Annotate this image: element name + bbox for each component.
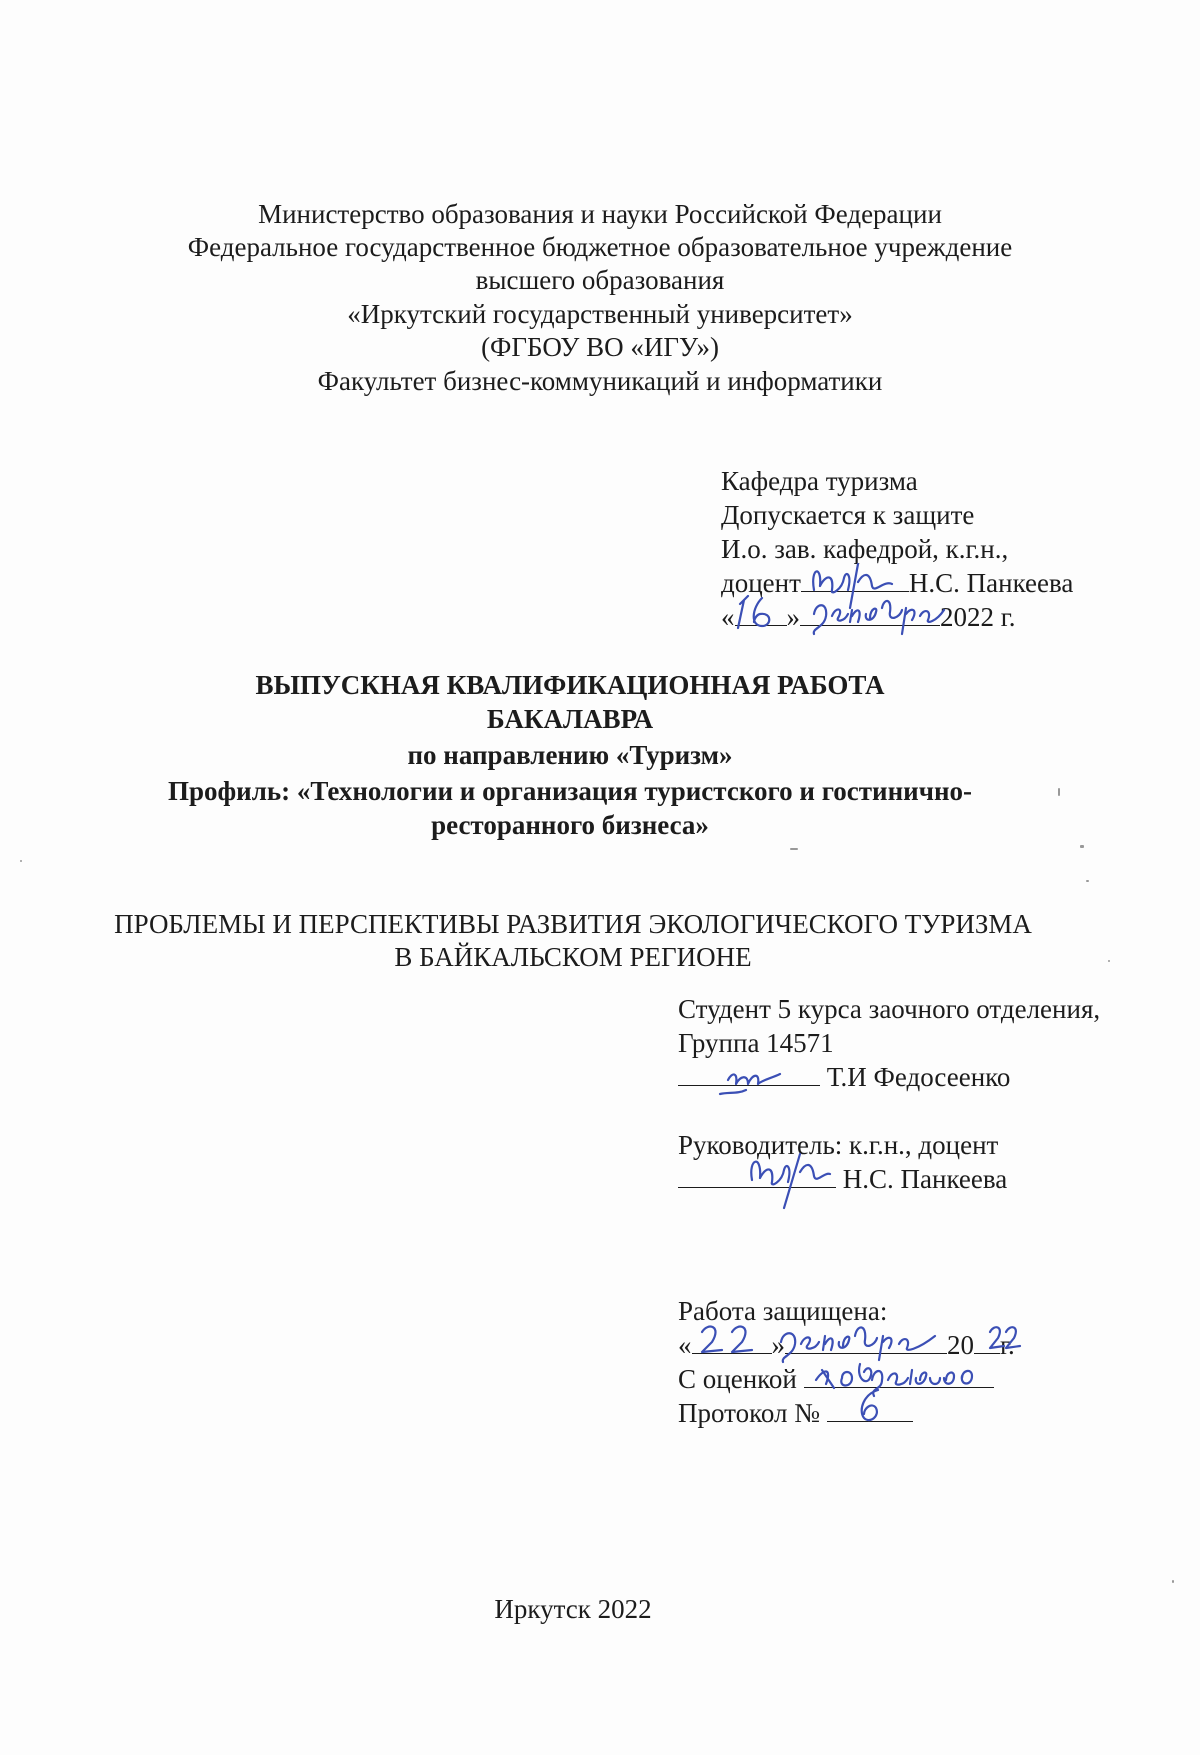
grade-ink [812, 1350, 1032, 1398]
admitted-line: Допускается к защите [721, 500, 975, 530]
scan-speck [790, 848, 798, 850]
approval-date-line: « » 2022 г. [721, 602, 1016, 632]
scan-speck [1172, 1580, 1174, 1583]
institution-level-line: высшего образования [475, 265, 725, 295]
topic-line2: В БАЙКАЛЬСКОМ РЕГИОНЕ [394, 942, 752, 972]
student-signature-ink [718, 1050, 808, 1100]
scan-speck [1080, 845, 1084, 848]
student-name: Т.И Федосеенко [826, 1062, 1011, 1092]
profile-line1: Профиль: «Технологии и организация туристского и гостинично- [167, 776, 972, 806]
profile-line2: ресторанного бизнеса» [431, 810, 709, 840]
direction-line: по направлению «Туризм» [407, 740, 733, 770]
work-type-line1: ВЫПУСКНАЯ КВАЛИФИКАЦИОННАЯ РАБОТА [255, 670, 885, 700]
defense-status-line: Работа защищена: [678, 1296, 888, 1326]
head-title: доцент [721, 568, 801, 598]
protocol-ink [852, 1384, 892, 1428]
student-course-line: Студент 5 курса заочного отделения, [678, 994, 1101, 1024]
supervisor-signature-ink [740, 1150, 850, 1210]
student-group-line: Группа 14571 [678, 1028, 834, 1058]
scan-speck [1108, 960, 1110, 962]
work-type-line2: БАКАЛАВРА [486, 704, 654, 734]
institution-type-line: Федеральное государственное бюджетное образовательное учреждение [187, 232, 1013, 262]
department-line: Кафедра туризма [721, 466, 918, 496]
head-role-line: И.о. зав. кафедрой, к.г.н., [721, 534, 1009, 564]
protocol-line: Протокол № [678, 1396, 913, 1430]
approval-year: 2022 г. [940, 602, 1016, 632]
topic-line1: ПРОБЛЕМЫ И ПЕРСПЕКТИВЫ РАЗВИТИЯ ЭКОЛОГИЧЕСКОГО ТУРИЗМА [114, 909, 1032, 939]
defense-date-line: « » 20 г. [678, 1330, 1015, 1360]
university-line: «Иркутский государственный университет» [347, 299, 853, 329]
scan-speck [1058, 788, 1060, 796]
abbreviation-line: (ФГБОУ ВО «ИГУ») [481, 332, 719, 362]
approval-month-ink [808, 588, 964, 638]
head-name: Н.С. Панкеева [908, 568, 1074, 598]
ministry-line: Министерство образования и науки Российской Федерации [258, 199, 942, 229]
scan-speck [20, 860, 22, 862]
defense-day-ink [692, 1318, 772, 1364]
city-year-line: Иркутск 2022 [494, 1594, 652, 1624]
approval-day-ink [732, 590, 792, 636]
supervisor-name: Н.С. Панкеева [842, 1164, 1008, 1194]
supervisor-role-line: Руководитель: к.г.н., доцент [678, 1130, 999, 1160]
grade-line: С оценкой [678, 1362, 994, 1396]
faculty-line: Факультет бизнес-коммуникаций и информатики [317, 366, 883, 396]
scan-speck [1086, 880, 1089, 882]
